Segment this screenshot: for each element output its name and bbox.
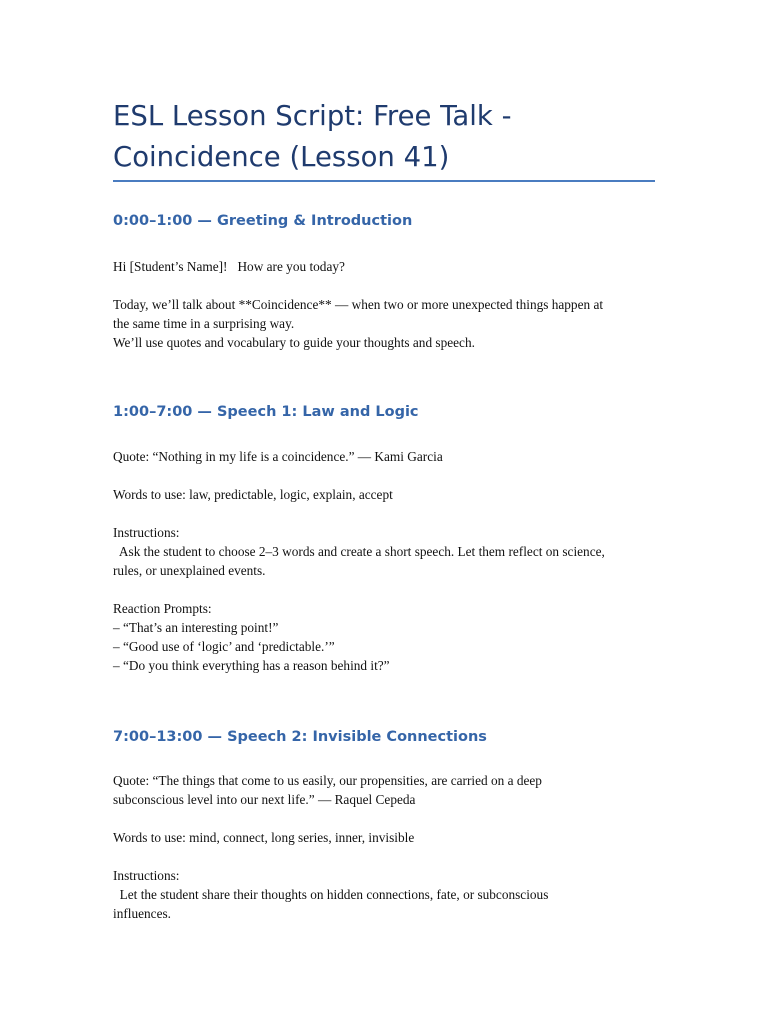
speech-2-words [113, 828, 661, 847]
reaction-prompt: – “That’s an interesting point!” [113, 620, 279, 635]
instructions-line: Ask the student to choose 2–3 words and create a short speech. Let them reflect on science, [113, 544, 605, 559]
greeting-text: Hi [Student’s Name]! How are you today? [113, 259, 345, 274]
intro-line: the same time in a surprising way. [113, 316, 295, 331]
instructions-line: influences. [113, 906, 171, 921]
instructions-line: Let the student share their thoughts on hidden connections, fate, or subconscious [113, 887, 549, 902]
words-text: Words to use: mind, connect, long series, inner, invisible [113, 830, 415, 845]
speech-2-instructions [113, 866, 661, 923]
intro-line: We’ll use quotes and vocabulary to guide your thoughts and speech. [113, 335, 475, 350]
speech-2-quote [113, 771, 661, 809]
reaction-prompt: – “Do you think everything has a reason behind it?” [113, 658, 390, 673]
instructions-line: rules, or unexplained events. [113, 563, 266, 578]
intro-line: Today, we’ll talk about **Coincidence** — when two or more unexpected things happen at [113, 297, 604, 312]
reaction-prompt: – “Good use of ‘logic’ and ‘predictable.’” [113, 639, 335, 654]
quote-line: Quote: “The things that come to us easily, our propensities, are carried on a deep [113, 773, 542, 788]
title-underline [113, 180, 655, 182]
section-heading-speech-1: 1:00–7:00 — Speech 1: Law and Logic [113, 404, 419, 420]
speech-1-quote [113, 447, 661, 466]
document-title [113, 96, 658, 178]
speech-1-reaction-prompts [113, 599, 661, 675]
section-heading-speech-2: 7:00–13:00 — Speech 2: Invisible Connections [113, 729, 487, 745]
speech-1-words [113, 485, 661, 504]
instructions-label: Instructions: [113, 525, 180, 540]
reaction-label: Reaction Prompts: [113, 601, 212, 616]
intro-paragraph [113, 295, 661, 352]
section-heading-greeting: 0:00–1:00 — Greeting & Introduction [113, 213, 413, 229]
speech-1-instructions [113, 523, 661, 580]
instructions-label: Instructions: [113, 868, 180, 883]
quote-text: Quote: “Nothing in my life is a coincidence.” — Kami Garcia [113, 449, 443, 464]
document-title-line: Coincidence (Lesson 41) [113, 141, 450, 173]
document-title-line: ESL Lesson Script: Free Talk - [113, 100, 512, 132]
quote-line: subconscious level into our next life.” — Raquel Cepeda [113, 792, 416, 807]
words-text: Words to use: law, predictable, logic, explain, accept [113, 487, 393, 502]
greeting-paragraph [113, 257, 661, 276]
